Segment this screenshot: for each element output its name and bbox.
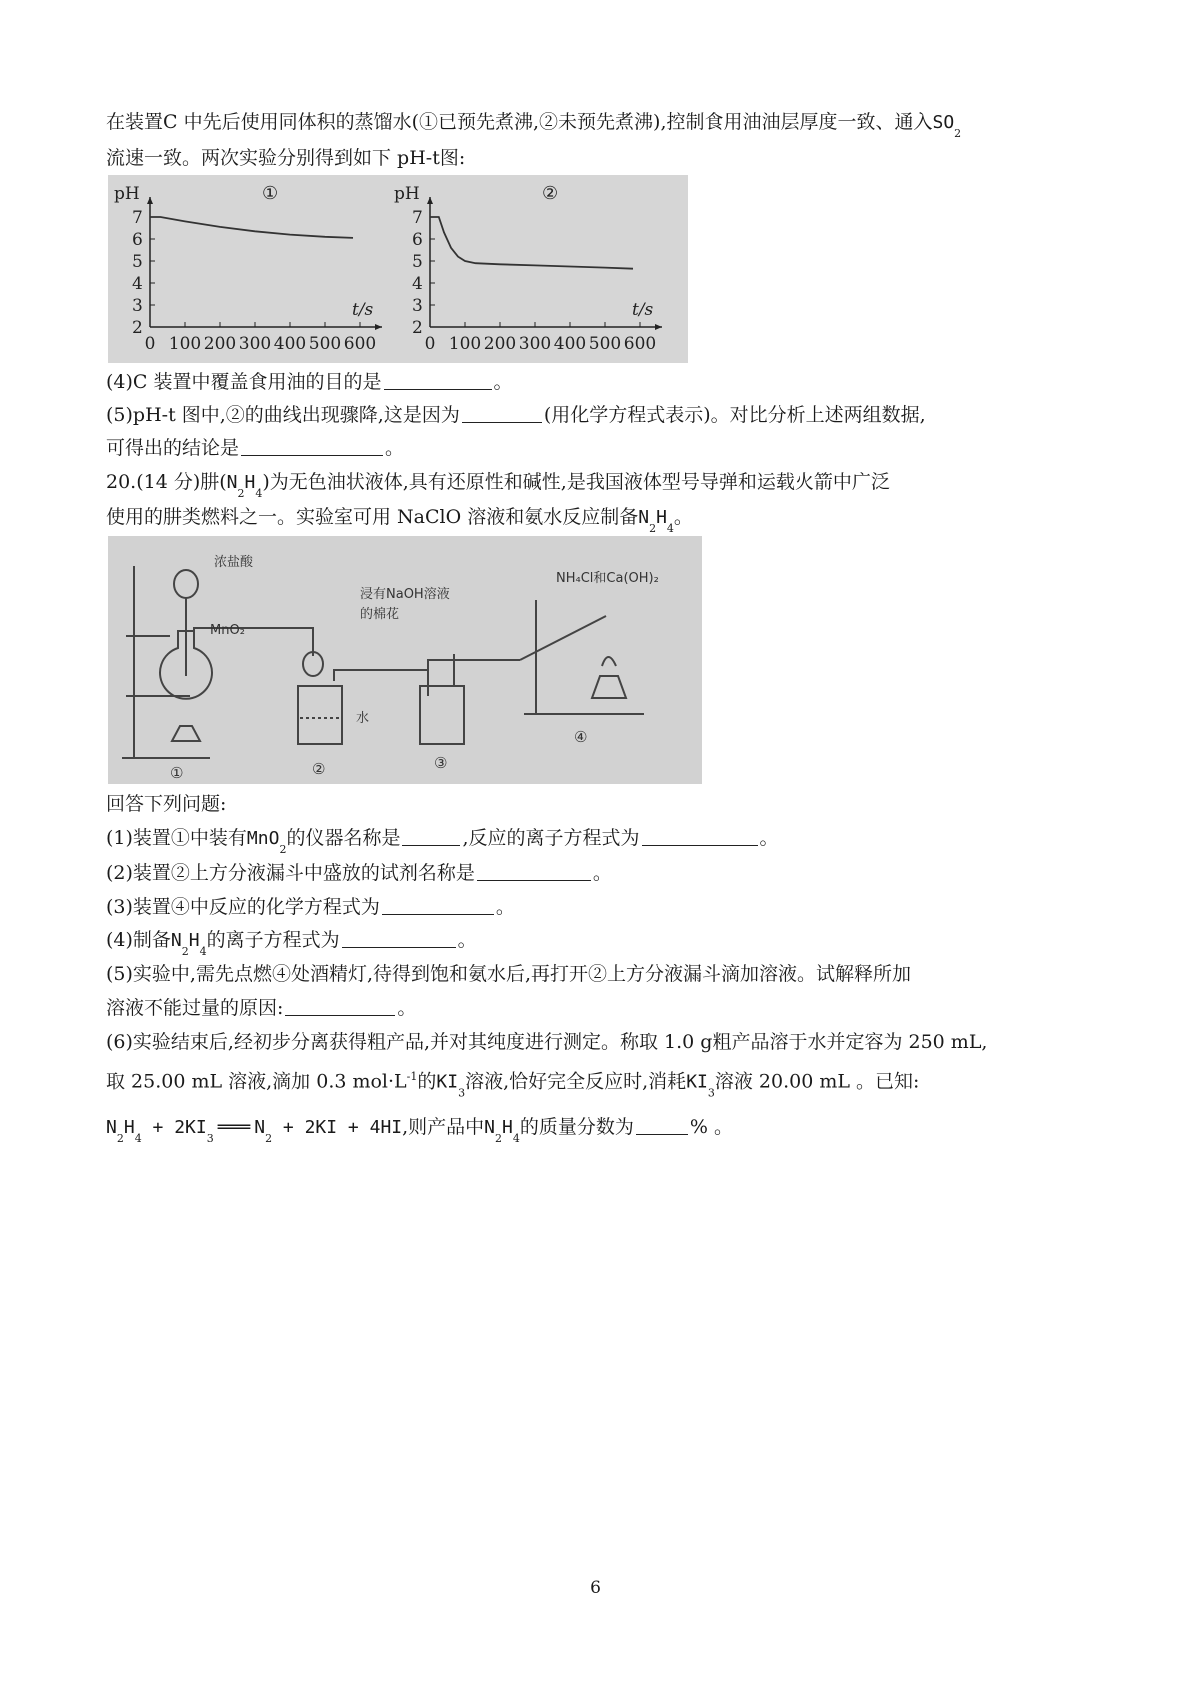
label-conc-hcl: 浓盐酸 bbox=[214, 555, 254, 570]
x-axis-arrow bbox=[655, 324, 662, 330]
x-axis-label: t/s bbox=[352, 300, 374, 320]
so2-subscript: 2 bbox=[954, 127, 962, 140]
sub4-n: N bbox=[170, 930, 182, 951]
sub6-text-3d: % 。 bbox=[689, 1116, 733, 1138]
ki3-sub-1: 3 bbox=[458, 1086, 466, 1100]
ph-curve bbox=[430, 217, 633, 269]
sub3-b: 。 bbox=[495, 896, 515, 918]
n2h4-n-sub-2: 2 bbox=[649, 522, 657, 535]
n2h4-n-2: N bbox=[638, 507, 650, 528]
ki3-formula-2: KI bbox=[686, 1071, 708, 1093]
label-mno2: MnO₂ bbox=[210, 623, 245, 638]
sub6-line-1 bbox=[106, 1028, 987, 1056]
x-tick-label: 300 bbox=[238, 334, 272, 354]
sub6-line-3 bbox=[106, 1113, 733, 1153]
y-tick-label: 3 bbox=[412, 296, 423, 316]
x-tick-label: 400 bbox=[273, 334, 307, 354]
y-tick-label: 2 bbox=[132, 318, 143, 338]
bottle-3 bbox=[420, 686, 464, 744]
q20-text-1a: 20.(14 分)肼( bbox=[106, 471, 227, 493]
sub2-a: (2)装置②上方分液漏斗中盛放的试剂名称是 bbox=[106, 862, 475, 884]
q20-text-2b: 。 bbox=[673, 506, 693, 528]
sub6-text-3b: ,则产品中 bbox=[402, 1116, 485, 1138]
sub6-text-2b: 的 bbox=[417, 1070, 437, 1093]
sub5-line-1 bbox=[106, 960, 911, 988]
x-tick-label: 200 bbox=[203, 334, 237, 354]
burner-1 bbox=[172, 726, 200, 741]
sub4-b: 的离子方程式为 bbox=[206, 929, 340, 951]
q5-answer-blank-1[interactable] bbox=[462, 404, 542, 423]
label-naoh-2: 的棉花 bbox=[360, 607, 400, 622]
apparatus-figure bbox=[108, 536, 702, 784]
mno2-formula: MnO bbox=[246, 828, 280, 849]
x-tick-label: 0 bbox=[144, 334, 156, 354]
flame-4 bbox=[602, 657, 616, 666]
sub2-b: 。 bbox=[592, 862, 612, 884]
y-axis-arrow bbox=[147, 197, 153, 204]
sub5-line-2 bbox=[106, 994, 416, 1022]
sub4-c: 。 bbox=[457, 929, 477, 951]
eq-n2: N bbox=[254, 1117, 266, 1138]
sub4-h-sub: 4 bbox=[199, 945, 207, 958]
sub5-text-2b: 。 bbox=[397, 997, 417, 1019]
sub6-text-2a: 取 25.00 mL 溶液,滴加 0.3 mol·L bbox=[106, 1070, 407, 1093]
sub3-blank[interactable] bbox=[382, 896, 494, 915]
y-tick-label: 6 bbox=[412, 230, 423, 250]
burner-4 bbox=[592, 676, 626, 698]
sub6-text-2c: 溶液,恰好完全反应时,消耗 bbox=[465, 1070, 687, 1093]
sub5-text-2a: 溶液不能过量的原因: bbox=[106, 997, 284, 1019]
ph-curve bbox=[150, 217, 353, 238]
label-naoh-1: 浸有NaOH溶液 bbox=[360, 587, 450, 602]
x-tick-label: 600 bbox=[343, 334, 377, 354]
sub1-blank-2[interactable] bbox=[642, 827, 758, 846]
q5-text-2a: 可得出的结论是 bbox=[106, 437, 240, 459]
q4-text: (4)C 装置中覆盖食用油的目的是 bbox=[106, 371, 382, 393]
x-axis-label: t/s bbox=[632, 300, 654, 320]
mno2-sub: 2 bbox=[279, 843, 287, 856]
q5-text-1a: (5)pH-t 图中,②的曲线出现骤降,这是因为 bbox=[106, 404, 460, 426]
sub1-d: 。 bbox=[759, 827, 779, 849]
q5-line-2 bbox=[106, 434, 404, 462]
x-axis-arrow bbox=[375, 324, 382, 330]
apparatus-svg bbox=[108, 536, 702, 784]
so2-formula: SO bbox=[932, 112, 955, 133]
q20-text-2a: 使用的肼类燃料之一。实验室可用 NaClO 溶液和氨水反应制备 bbox=[106, 506, 639, 528]
y-axis-arrow bbox=[427, 197, 433, 204]
chart-title: ② bbox=[542, 183, 559, 204]
q5-answer-blank-2[interactable] bbox=[241, 437, 383, 456]
sub6-h-sub: 4 bbox=[512, 1132, 520, 1145]
q5-line-1 bbox=[106, 401, 926, 429]
y-tick-label: 4 bbox=[132, 274, 143, 294]
y-tick-label: 7 bbox=[132, 208, 143, 228]
ki3-sub-2: 3 bbox=[707, 1086, 715, 1100]
sub6-text-1: (6)实验结束后,经初步分离获得粗产品,并对其纯度进行测定。称取 1.0 g粗产品溶于水并定容为 250 mL, bbox=[106, 1031, 988, 1053]
sub6-h: H bbox=[502, 1117, 513, 1138]
sub3-a: (3)装置④中反应的化学方程式为 bbox=[106, 896, 380, 918]
eq-n2h4-n: N bbox=[106, 1117, 117, 1138]
label-num-3: ③ bbox=[434, 754, 448, 772]
label-water: 水 bbox=[356, 711, 370, 726]
label-reagent: NH₄Cl和Ca(OH)₂ bbox=[556, 571, 659, 586]
x-tick-label: 500 bbox=[588, 334, 622, 354]
intro-line-2 bbox=[106, 144, 465, 172]
sub1-blank-1[interactable] bbox=[402, 827, 460, 846]
n2h4-h: H bbox=[244, 472, 256, 493]
bottle-2 bbox=[298, 686, 342, 744]
q20-line-1 bbox=[106, 468, 890, 508]
sub1-c: ,反应的离子方程式为 bbox=[462, 827, 640, 849]
y-axis-label: pH bbox=[114, 184, 140, 204]
n2h4-h-sub: 4 bbox=[255, 487, 263, 500]
q4-end: 。 bbox=[493, 371, 513, 393]
eq-n2h4-h-sub: 4 bbox=[134, 1132, 142, 1145]
eq-ki3-sub: 3 bbox=[206, 1132, 214, 1145]
y-tick-label: 5 bbox=[132, 252, 143, 272]
intro-text-2: 流速一致。两次实验分别得到如下 pH-t图: bbox=[106, 147, 466, 169]
n2h4-n-sub: 2 bbox=[237, 487, 245, 500]
sub6-unit-sup: -1 bbox=[406, 1070, 418, 1083]
sub6-line-2 bbox=[106, 1063, 919, 1107]
sub2-blank[interactable] bbox=[477, 862, 591, 881]
sub3-line bbox=[106, 893, 515, 921]
q4-line bbox=[106, 368, 513, 396]
eq-n2-sub: 2 bbox=[265, 1132, 273, 1145]
q4-answer-blank[interactable] bbox=[384, 371, 492, 390]
eq-rest: + 2KI + 4HI bbox=[272, 1117, 403, 1138]
x-tick-label: 100 bbox=[448, 334, 482, 354]
y-tick-label: 2 bbox=[412, 318, 423, 338]
x-tick-label: 600 bbox=[623, 334, 657, 354]
ph-t-charts-figure bbox=[108, 175, 688, 363]
y-tick-label: 7 bbox=[412, 208, 423, 228]
label-num-2: ② bbox=[312, 760, 326, 778]
n2h4-n: N bbox=[226, 472, 238, 493]
x-tick-label: 500 bbox=[308, 334, 342, 354]
label-num-1: ① bbox=[170, 764, 184, 782]
sub6-text-3c: 的质量分数为 bbox=[519, 1116, 634, 1138]
ki3-formula-1: KI bbox=[436, 1071, 459, 1093]
y-tick-label: 6 bbox=[132, 230, 143, 250]
label-num-4: ④ bbox=[574, 728, 588, 746]
sub2-line bbox=[106, 859, 612, 887]
sub6-n: N bbox=[484, 1117, 496, 1138]
sub5-blank[interactable] bbox=[285, 997, 395, 1016]
sub1-a: (1)装置①中装有 bbox=[106, 827, 247, 849]
sep-funnel-1 bbox=[174, 570, 198, 598]
q20-text-1b: )为无色油状液体,具有还原性和碱性,是我国液体型号导弹和运载火箭中广泛 bbox=[262, 471, 890, 493]
n2h4-h-sub-2: 4 bbox=[666, 522, 674, 535]
answer-intro bbox=[106, 790, 226, 818]
q5-text-2b: 。 bbox=[385, 437, 405, 459]
sub4-a: (4)制备 bbox=[106, 929, 171, 951]
q5-text-1b: (用化学方程式表示)。对比分析上述两组数据, bbox=[543, 404, 926, 426]
eq-n2h4-n-sub: 2 bbox=[116, 1132, 124, 1145]
chart-title: ① bbox=[262, 183, 279, 204]
sub6-blank[interactable] bbox=[636, 1116, 688, 1135]
ph-t-charts-svg bbox=[108, 175, 688, 363]
sub6-n-sub: 2 bbox=[495, 1132, 503, 1145]
eq-plus-2ki: + 2KI bbox=[141, 1117, 207, 1138]
page-number: 6 bbox=[590, 1578, 601, 1598]
sub1-b: 的仪器名称是 bbox=[286, 827, 401, 849]
x-tick-label: 0 bbox=[424, 334, 436, 354]
intro-text-1: 在装置C 中先后使用同体积的蒸馏水(①已预先煮沸,②未预先煮沸),控制食用油油层厚度一致、通入 bbox=[106, 111, 933, 133]
eq-arrow: ═══ bbox=[217, 1117, 251, 1138]
x-tick-label: 300 bbox=[518, 334, 552, 354]
intro-line-1 bbox=[106, 108, 961, 148]
sub1-line bbox=[106, 824, 779, 864]
answer-intro-text: 回答下列问题: bbox=[106, 793, 227, 815]
eq-n2h4-h: H bbox=[123, 1117, 135, 1138]
n2h4-h-2: H bbox=[656, 507, 667, 528]
y-tick-label: 3 bbox=[132, 296, 143, 316]
sub4-blank[interactable] bbox=[342, 929, 456, 948]
x-tick-label: 200 bbox=[483, 334, 517, 354]
sub5-text-1: (5)实验中,需先点燃④处酒精灯,待得到饱和氨水后,再打开②上方分液漏斗滴加溶液。试解释所加 bbox=[106, 963, 912, 985]
y-tick-label: 4 bbox=[412, 274, 423, 294]
sub4-h: H bbox=[188, 930, 200, 951]
sub6-text-2d: 溶液 20.00 mL 。已知: bbox=[714, 1070, 920, 1093]
sub4-n-sub: 2 bbox=[181, 945, 189, 958]
y-tick-label: 5 bbox=[412, 252, 423, 272]
y-axis-label: pH bbox=[394, 184, 420, 204]
test-tube-4 bbox=[520, 616, 606, 660]
x-tick-label: 400 bbox=[553, 334, 587, 354]
x-tick-label: 100 bbox=[168, 334, 202, 354]
